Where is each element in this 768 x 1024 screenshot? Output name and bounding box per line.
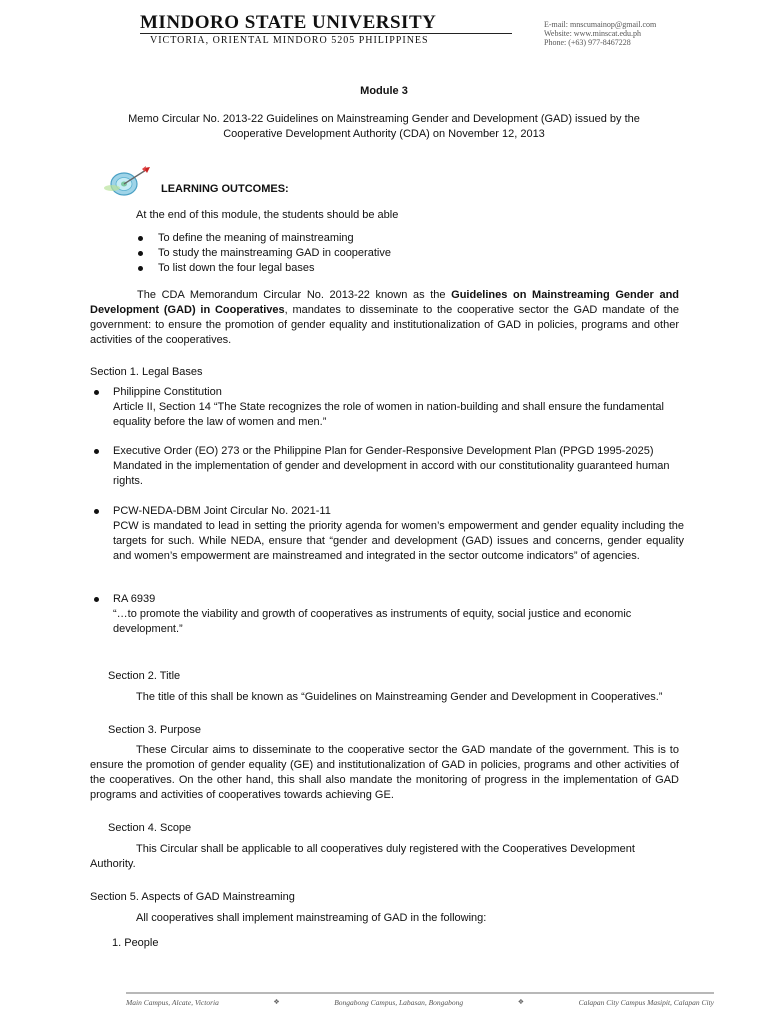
bullet-icon bbox=[94, 597, 99, 602]
contact-phone: Phone: (+63) 977-8467228 bbox=[544, 38, 631, 47]
section3-heading: Section 3. Purpose bbox=[108, 724, 201, 736]
bullet-icon bbox=[138, 251, 143, 256]
target-dart-icon bbox=[100, 164, 156, 198]
section2-heading: Section 2. Title bbox=[108, 670, 181, 682]
legal-basis-item bbox=[94, 444, 684, 489]
section2-text: The title of this shall be known as “Guidelines on Mainstreaming Gender and Development in Cooperatives.” bbox=[136, 691, 663, 703]
bullet-icon bbox=[94, 509, 99, 514]
legal-basis-title: Philippine Constitution bbox=[113, 386, 222, 398]
bullet-icon bbox=[138, 266, 143, 271]
contact-block bbox=[544, 20, 754, 47]
contact-website: Website: www.minscat.edu.ph bbox=[544, 29, 642, 38]
legal-basis-text: PCW is mandated to lead in setting the priority agenda for women’s empowerment and gender equality including the targets for such. While NEDA, ensure that “gender and development (GAD) issues and concerns, gender equality and women’s empowerment are mainstreamed and integrated in the sector outcome indicators” of agencies. bbox=[113, 520, 684, 562]
legal-basis-title: RA 6939 bbox=[113, 593, 156, 605]
footer-separator-icon: ❖ bbox=[517, 998, 525, 1006]
section5-list-item: 1. People bbox=[112, 937, 159, 949]
list-item: To list down the four legal bases bbox=[136, 261, 696, 276]
list-item: To study the mainstreaming GAD in cooperative bbox=[136, 246, 696, 261]
memo-title: Memo Circular No. 2013-22 Guidelines on Mainstreaming Gender and Development (GAD) issued by the Cooperative Development Authority (CDA) on November 12, 2013 bbox=[128, 113, 640, 140]
legal-basis-item bbox=[94, 592, 684, 637]
section5-heading: Section 5. Aspects of GAD Mainstreaming bbox=[90, 891, 295, 903]
section4-text: This Circular shall be applicable to all cooperatives duly registered with the Cooperatives Development Authority. bbox=[90, 843, 635, 870]
legal-basis-text: Article II, Section 14 “The State recognizes the role of women in nation-building and shall ensure the fundamental equality before the law of women and men.” bbox=[113, 401, 664, 428]
footer-rule bbox=[126, 992, 714, 994]
bullet-icon bbox=[94, 449, 99, 454]
section4-heading: Section 4. Scope bbox=[108, 822, 192, 834]
footer-separator-icon: ❖ bbox=[273, 998, 280, 1006]
bullet-icon bbox=[138, 236, 143, 241]
footer-campus: Main Campus, Alcate, Victoria bbox=[126, 998, 219, 1007]
intro-paragraph: The CDA Memorandum Circular No. 2013-22 known as the Guidelines on Mainstreaming Gender and Development (GAD) in Cooperatives, mandates to disseminate to the cooperative sector the GAD mandate of the government: to ensure the promotion of gender equality and institutionalization of GAD in policies, programs and other activities of the cooperatives. bbox=[90, 289, 680, 346]
module-title: Module 3 bbox=[360, 85, 408, 97]
guidelines-name: Guidelines on Mainstreaming Gender and Development (GAD) in Cooperatives bbox=[90, 289, 680, 316]
section1-heading: Section 1. Legal Bases bbox=[90, 366, 203, 378]
header-rule bbox=[140, 33, 512, 34]
legal-basis-item bbox=[94, 385, 684, 430]
learning-outcomes-list bbox=[136, 231, 696, 276]
footer-campus: Calapan City Campus Masipit, Calapan City bbox=[578, 998, 714, 1007]
section5-intro: All cooperatives shall implement mainstreaming of GAD in the following: bbox=[136, 912, 487, 924]
contact-email: E-mail: mnscumainop@gmail.com bbox=[544, 20, 657, 29]
legal-basis-title: PCW-NEDA-DBM Joint Circular No. 2021-11 bbox=[113, 505, 331, 517]
bullet-icon bbox=[94, 390, 99, 395]
learning-outcomes-intro: At the end of this module, the students should be able bbox=[136, 209, 399, 221]
footer-campus: Bongabong Campus, Labasan, Bongabong bbox=[334, 998, 464, 1007]
list-item: To define the meaning of mainstreaming bbox=[136, 231, 696, 246]
legal-basis-text: “…to promote the viability and growth of cooperatives as instruments of equity, social justice and economic development.” bbox=[113, 608, 632, 635]
legal-basis-item bbox=[94, 504, 684, 564]
university-name: MINDORO STATE UNIVERSITY bbox=[140, 12, 437, 33]
legal-basis-title: Executive Order (EO) 273 or the Philippine Plan for Gender-Responsive Development Plan (PPGD 1995-2025) bbox=[113, 445, 654, 457]
university-address: VICTORIA, ORIENTAL MINDORO 5205 PHILIPPINES bbox=[150, 35, 429, 46]
footer bbox=[126, 995, 714, 1010]
learning-outcomes-heading: LEARNING OUTCOMES: bbox=[161, 183, 289, 195]
section3-text: These Circular aims to disseminate to the cooperative sector the GAD mandate of the government. This is to ensure the promotion of gender equality (GE) and institutionalization of GAD in policies, programs and other activities of the cooperatives. On the other hand, this shall also mandate the monitoring of progress in the implementation of GAD programs and activities of cooperatives towards achieving GE. bbox=[90, 744, 679, 801]
legal-basis-text: Mandated in the implementation of gender and development in accord with our constitutionality guaranteed human rights. bbox=[113, 460, 670, 487]
